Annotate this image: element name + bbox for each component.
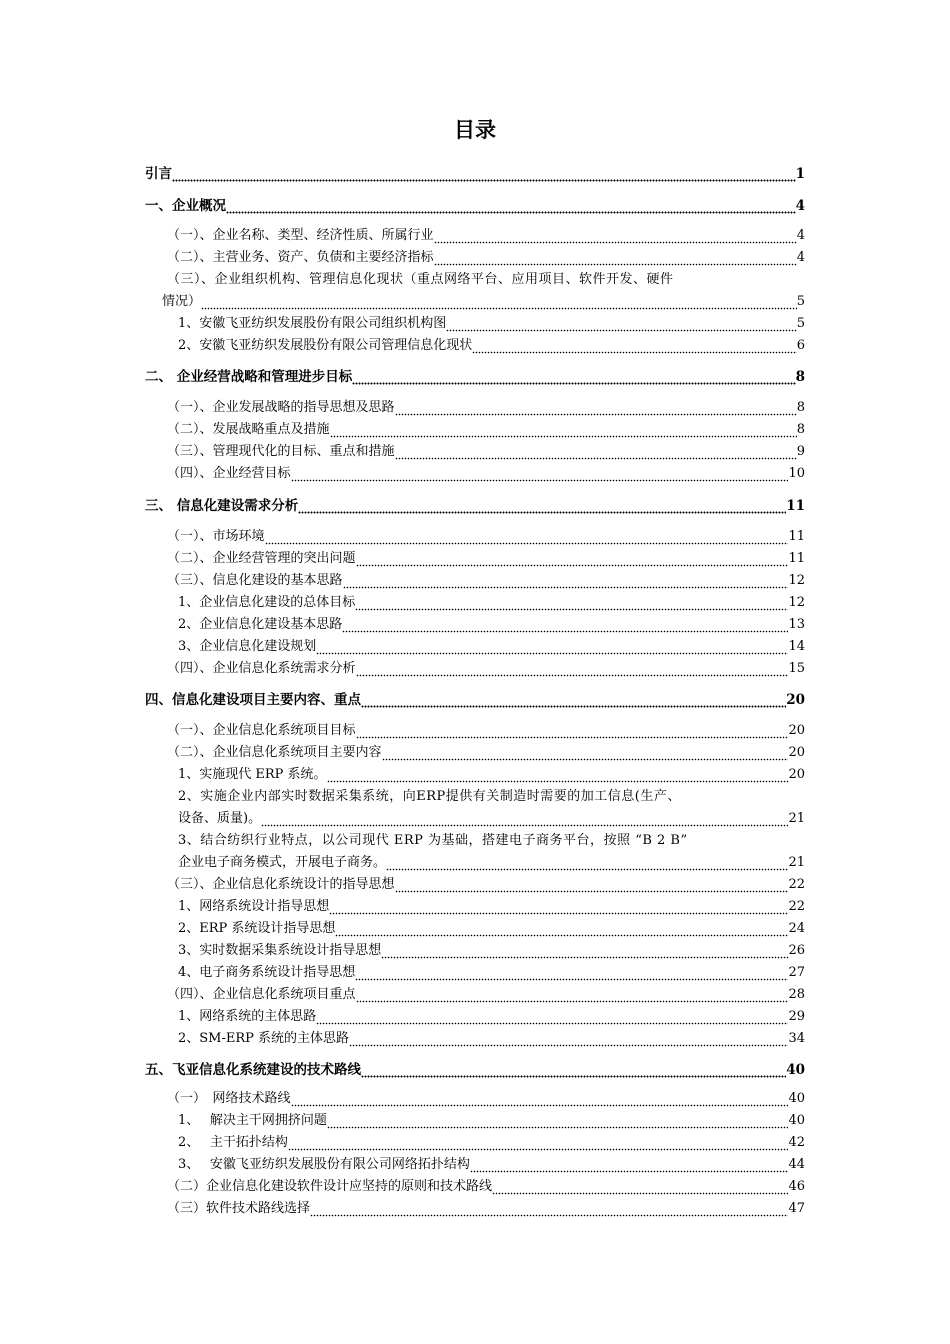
toc-entry[interactable]: 3、实时数据采集系统设计指导思想 26 xyxy=(178,941,805,961)
page-number: 8 xyxy=(795,369,805,385)
page-number: 11 xyxy=(788,551,805,566)
page-number: 22 xyxy=(788,899,805,914)
toc-entry-section-1[interactable]: 一、企业概况 4 xyxy=(145,198,805,214)
toc-entry-section-5[interactable]: 五、飞亚信息化系统建设的技术路线 40 xyxy=(145,1062,805,1078)
toc-entry[interactable]: 1、实施现代 ERP 系统。 20 xyxy=(178,765,805,785)
toc-entry[interactable]: （二）、发展战略重点及措施 8 xyxy=(167,420,805,440)
page-number: 8 xyxy=(796,422,805,437)
page-number: 34 xyxy=(788,1031,805,1046)
toc-entry[interactable]: （一）、企业发展战略的指导思想及思路 8 xyxy=(167,398,805,418)
toc-entry[interactable]: （三）、管理现代化的目标、重点和措施 9 xyxy=(167,442,805,462)
page-number: 27 xyxy=(788,965,805,980)
page-number: 40 xyxy=(786,1062,805,1078)
toc-entry[interactable]: 1、 解决主干网拥挤问题 40 xyxy=(178,1111,805,1131)
page-number: 21 xyxy=(788,811,805,826)
page-number: 11 xyxy=(788,529,805,544)
toc-entry[interactable]: （一）、企业信息化系统项目目标 20 xyxy=(167,721,805,741)
toc-entry[interactable]: （三）、信息化建设的基本思路 12 xyxy=(167,571,805,591)
page-number: 10 xyxy=(788,466,805,481)
toc-entry-line1: （三）、企业组织机构、管理信息化现状（重点网络平台、应用项目、软件开发、硬件 xyxy=(167,272,674,287)
page-number: 21 xyxy=(788,855,805,870)
page-number: 4 xyxy=(796,250,805,265)
toc-entry[interactable]: （二）、企业经营管理的突出问题 11 xyxy=(167,549,805,569)
page-number: 22 xyxy=(788,877,805,892)
page-number: 5 xyxy=(796,294,805,309)
toc-entry[interactable]: 2、 主干拓扑结构 42 xyxy=(178,1133,805,1153)
page-number: 24 xyxy=(788,921,805,936)
toc-entry[interactable]: （一）、市场环境 11 xyxy=(167,527,805,547)
page-number: 8 xyxy=(796,400,805,415)
toc-entry[interactable]: 2、企业信息化建设基本思路 13 xyxy=(178,615,805,635)
toc-entry[interactable]: （四）、企业信息化系统项目重点 28 xyxy=(167,985,805,1005)
page-number: 42 xyxy=(788,1135,805,1150)
toc-entry[interactable]: 设备、质量)。 21 xyxy=(178,809,805,829)
toc-entry[interactable]: （一）、企业名称、类型、经济性质、所属行业 4 xyxy=(167,226,805,246)
toc-entry-line1: 3、结合纺织行业特点，以公司现代 ERP 为基础，搭建电子商务平台，按照 “B 2 B” xyxy=(178,833,688,848)
toc-entry[interactable]: 3、企业信息化建设规划 14 xyxy=(178,637,805,657)
page-number: 26 xyxy=(788,943,805,958)
toc-entry[interactable]: （二）企业信息化建设软件设计应坚持的原则和技术路线 46 xyxy=(167,1177,805,1197)
page-number: 28 xyxy=(788,987,805,1002)
page-title: 目录 xyxy=(454,117,496,142)
toc-entry[interactable]: （三）软件技术路线选择 47 xyxy=(167,1199,805,1219)
toc-entry[interactable]: 1、企业信息化建设的总体目标 12 xyxy=(178,593,805,613)
toc-entry[interactable]: （一） 网络技术路线 40 xyxy=(167,1089,805,1109)
page-number: 20 xyxy=(786,692,805,708)
page-number: 40 xyxy=(788,1113,805,1128)
page-number: 11 xyxy=(786,498,805,514)
page-number: 4 xyxy=(795,198,805,214)
toc-entry-section-4[interactable]: 四、信息化建设项目主要内容、重点 20 xyxy=(145,692,805,708)
toc-entry[interactable]: （二）、企业信息化系统项目主要内容 20 xyxy=(167,743,805,763)
toc-entry[interactable]: （四）、企业信息化系统需求分析 15 xyxy=(167,659,805,679)
page-number: 1 xyxy=(795,166,805,182)
toc-entry-line1: 2、实施企业内部实时数据采集系统，向ERP提供有关制造时需要的加工信息(生产、 xyxy=(178,789,681,804)
toc-entry-section-2[interactable]: 二、 企业经营战略和管理进步目标 8 xyxy=(145,369,805,385)
toc-entry-intro[interactable]: 引言 1 xyxy=(145,166,805,182)
page-number: 47 xyxy=(788,1201,805,1216)
toc-entry[interactable]: （三）、企业信息化系统设计的指导思想 22 xyxy=(167,875,805,895)
page-number: 12 xyxy=(788,573,805,588)
page-number: 15 xyxy=(788,661,805,676)
page-number: 20 xyxy=(788,745,805,760)
toc-entry-section-3[interactable]: 三、 信息化建设需求分析 11 xyxy=(145,498,805,514)
page-number: 29 xyxy=(788,1009,805,1024)
toc-entry[interactable]: 情况） 5 xyxy=(162,292,805,312)
page-number: 40 xyxy=(788,1091,805,1106)
page-number: 9 xyxy=(796,444,805,459)
toc-entry[interactable]: （二）、主营业务、资产、负债和主要经济指标 4 xyxy=(167,248,805,268)
toc-entry[interactable]: 3、 安徽飞亚纺织发展股份有限公司网络拓扑结构 44 xyxy=(178,1155,805,1175)
toc-entry[interactable]: 2、SM-ERP 系统的主体思路 34 xyxy=(178,1029,805,1049)
page-number: 44 xyxy=(788,1157,805,1172)
toc-entry[interactable]: 1、网络系统设计指导思想 22 xyxy=(178,897,805,917)
toc-entry[interactable]: 1、安徽飞亚纺织发展股份有限公司组织机构图 5 xyxy=(178,314,805,334)
page-number: 4 xyxy=(796,228,805,243)
page-number: 6 xyxy=(796,338,805,353)
toc-entry[interactable]: （四）、企业经营目标 10 xyxy=(167,464,805,484)
page-number: 46 xyxy=(788,1179,805,1194)
page-number: 14 xyxy=(788,639,805,654)
page-number: 20 xyxy=(788,767,805,782)
toc-entry[interactable]: 企业电子商务模式，开展电子商务。 21 xyxy=(178,853,805,873)
toc-entry[interactable]: 2、安徽飞亚纺织发展股份有限公司管理信息化现状 6 xyxy=(178,336,805,356)
page-number: 5 xyxy=(796,316,805,331)
page-number: 12 xyxy=(788,595,805,610)
page-number: 13 xyxy=(788,617,805,632)
toc-entry[interactable]: 4、电子商务系统设计指导思想 27 xyxy=(178,963,805,983)
page-number: 20 xyxy=(788,723,805,738)
toc-entry[interactable]: 1、网络系统的主体思路 29 xyxy=(178,1007,805,1027)
toc-entry[interactable]: 2、ERP 系统设计指导思想 24 xyxy=(178,919,805,939)
